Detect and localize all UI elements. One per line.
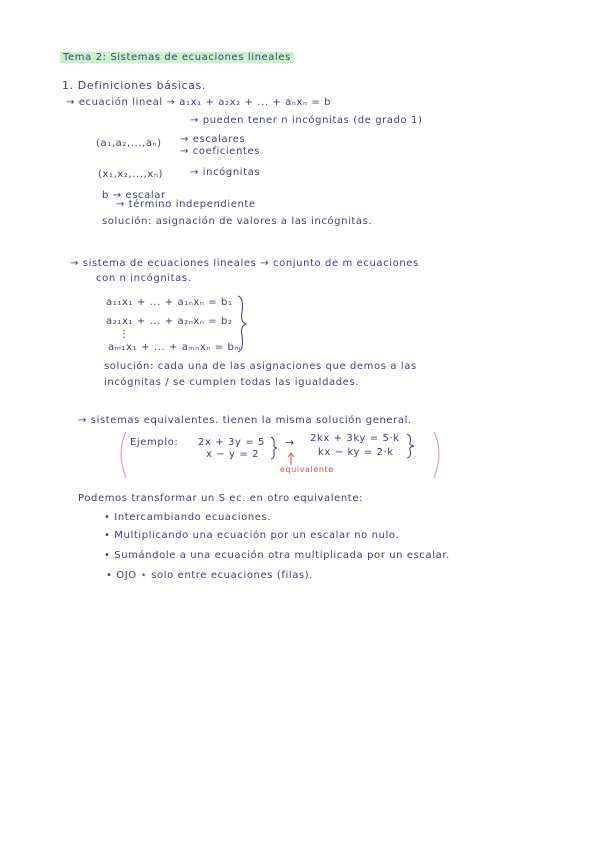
sistema-line: → sistema de ecuaciones lineales → conjunto de m ecuaciones [70,258,419,269]
transform-item: • Multiplicando una ecuación por un escalar no nulo. [104,530,400,541]
s2-brace [404,433,424,459]
s2-eq2: kx − ky = 2·k [318,447,394,458]
b-term: → término independiente [116,199,256,210]
ecuacion-lineal-note: → pueden tener n incógnitas (de grado 1) [190,115,423,126]
sistema-dots: ⋮ [119,329,130,340]
equivalentes-line: → sistemas equivalentes. tienen la misma solución general. [78,415,412,426]
equivalente-label: equivalente [280,465,334,474]
page-title: Tema 2: Sistemas de ecuaciones lineales [60,52,294,64]
solucion-ecuacion: solución: asignación de valores a las incógnitas. [102,216,373,227]
transform-heading: Podemos transformar un S ec. en otro equivalente: [78,493,364,504]
solucion-sistema-1: solución: cada una de las asignaciones que demos a las [104,361,417,372]
coef-set: (a₁,a₂,...,aₙ) [96,138,162,149]
coef-coeficientes: → coeficientes [180,146,261,157]
b-label: b → escalar [102,190,166,201]
ejemplo-label: Ejemplo: [130,437,179,448]
var-label: → incógnitas [190,167,261,178]
sistema-eq2: a₂₁x₁ + ... + a₂ₙxₙ = b₂ [106,316,233,327]
sistema-eqm: aₘ₁x₁ + ... + aₘₙxₙ = bₘ [108,342,242,353]
transform-item: • Sumándole a una ecuación otra multiplicada por un escalar. [104,550,450,561]
equiv-arrow: → [285,436,295,449]
section-heading: 1. Definiciones básicas. [62,79,206,92]
transform-item: • Intercambiando ecuaciones. [104,512,272,523]
var-set: (x₁,x₂,...,xₙ) [98,169,164,180]
s1-eq1: 2x + 3y = 5 [198,437,265,448]
sistema-brace [234,294,254,354]
solucion-sistema-2: incógnitas / se cumplen todas las igualdades. [104,377,360,388]
s1-eq2: x − y = 2 [206,449,260,460]
ecuacion-lineal-line: → ecuación lineal → a₁x₁ + a₂x₂ + ... + aₙxₙ = b [66,97,332,108]
transform-item: • OJO ⋆ solo entre ecuaciones (filas). [106,570,314,581]
sistema-eq1: a₁₁x₁ + ... + a₁ₙxₙ = b₁ [106,297,233,308]
coef-escalares: → escalares [180,134,246,145]
s2-eq1: 2kx + 3ky = 5·k [310,433,400,444]
sistema-def-2: con n incógnitas. [96,273,192,284]
